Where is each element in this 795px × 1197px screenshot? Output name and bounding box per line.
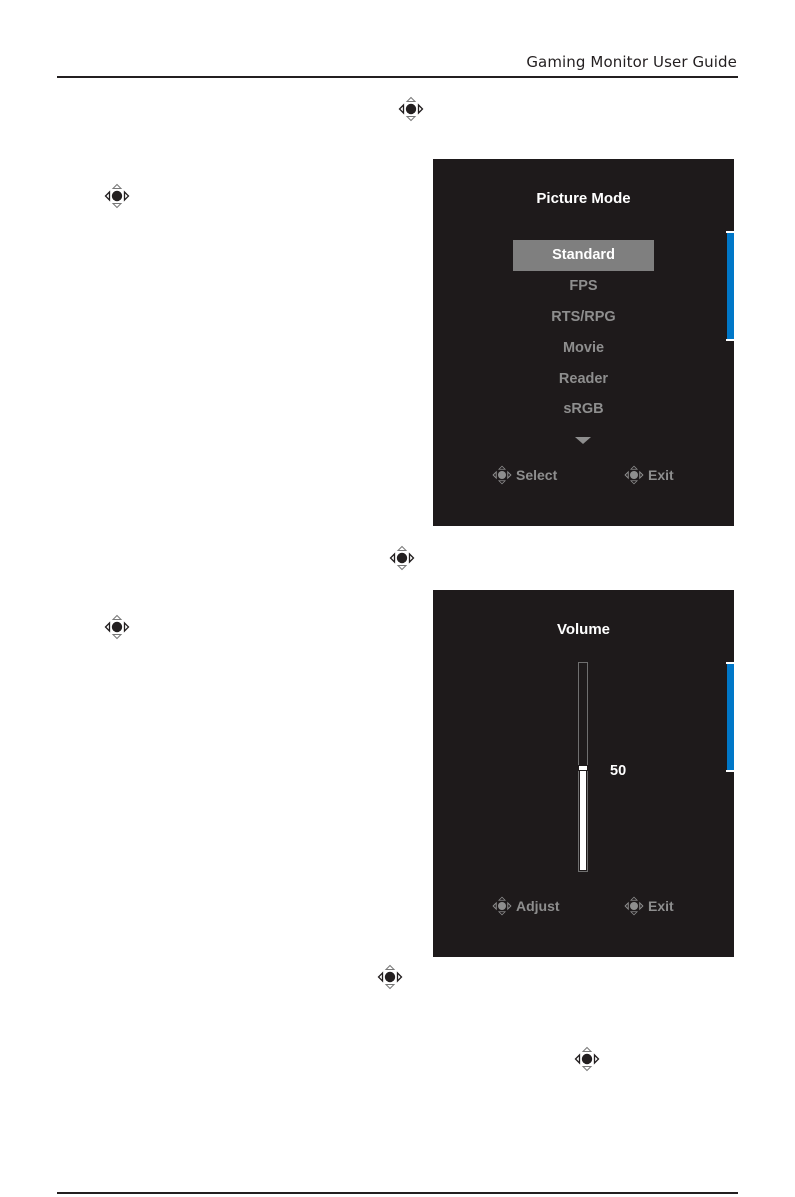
- mode-item-standard[interactable]: Standard: [513, 240, 654, 271]
- joystick-icon: [574, 1046, 600, 1072]
- joystick-icon: [624, 896, 644, 916]
- osd-side-divider: [726, 770, 734, 772]
- select-hint: [492, 465, 557, 485]
- exit-hint: [624, 465, 674, 485]
- volume-value: 50: [610, 763, 627, 779]
- osd-title: Volume: [556, 621, 611, 638]
- osd-title: Picture Mode: [536, 190, 631, 207]
- exit-hint-label: Exit: [648, 898, 674, 914]
- joystick-icon: [377, 964, 403, 990]
- exit-hint: [624, 896, 674, 916]
- picture-mode-osd: [433, 159, 734, 526]
- joystick-icon: [104, 614, 130, 640]
- volume-slider-fill: [580, 767, 586, 870]
- footer-divider: [57, 1192, 738, 1194]
- joystick-icon: [492, 465, 512, 485]
- osd-scroll-indicator: [727, 233, 734, 339]
- volume-osd: [433, 590, 734, 957]
- osd-side-divider: [726, 339, 734, 341]
- mode-item-reader[interactable]: Reader: [558, 371, 609, 387]
- triangle-down-icon[interactable]: [575, 437, 591, 444]
- mode-item-rts-rpg[interactable]: RTS/RPG: [551, 309, 616, 325]
- mode-item-srgb[interactable]: sRGB: [563, 401, 604, 417]
- joystick-icon: [492, 896, 512, 916]
- mode-item-fps[interactable]: FPS: [569, 278, 598, 294]
- page-header-title: Gaming Monitor User Guide: [526, 53, 737, 71]
- header-divider: [57, 76, 738, 78]
- joystick-icon: [104, 183, 130, 209]
- adjust-hint-label: Adjust: [516, 898, 560, 914]
- osd-scroll-indicator: [727, 664, 734, 770]
- joystick-icon: [398, 96, 424, 122]
- mode-item-movie[interactable]: Movie: [562, 340, 605, 356]
- joystick-icon: [624, 465, 644, 485]
- adjust-hint: [492, 896, 560, 916]
- joystick-icon: [389, 545, 415, 571]
- exit-hint-label: Exit: [648, 467, 674, 483]
- volume-slider-handle[interactable]: [578, 765, 588, 771]
- volume-slider[interactable]: [578, 662, 588, 872]
- select-hint-label: Select: [516, 467, 558, 483]
